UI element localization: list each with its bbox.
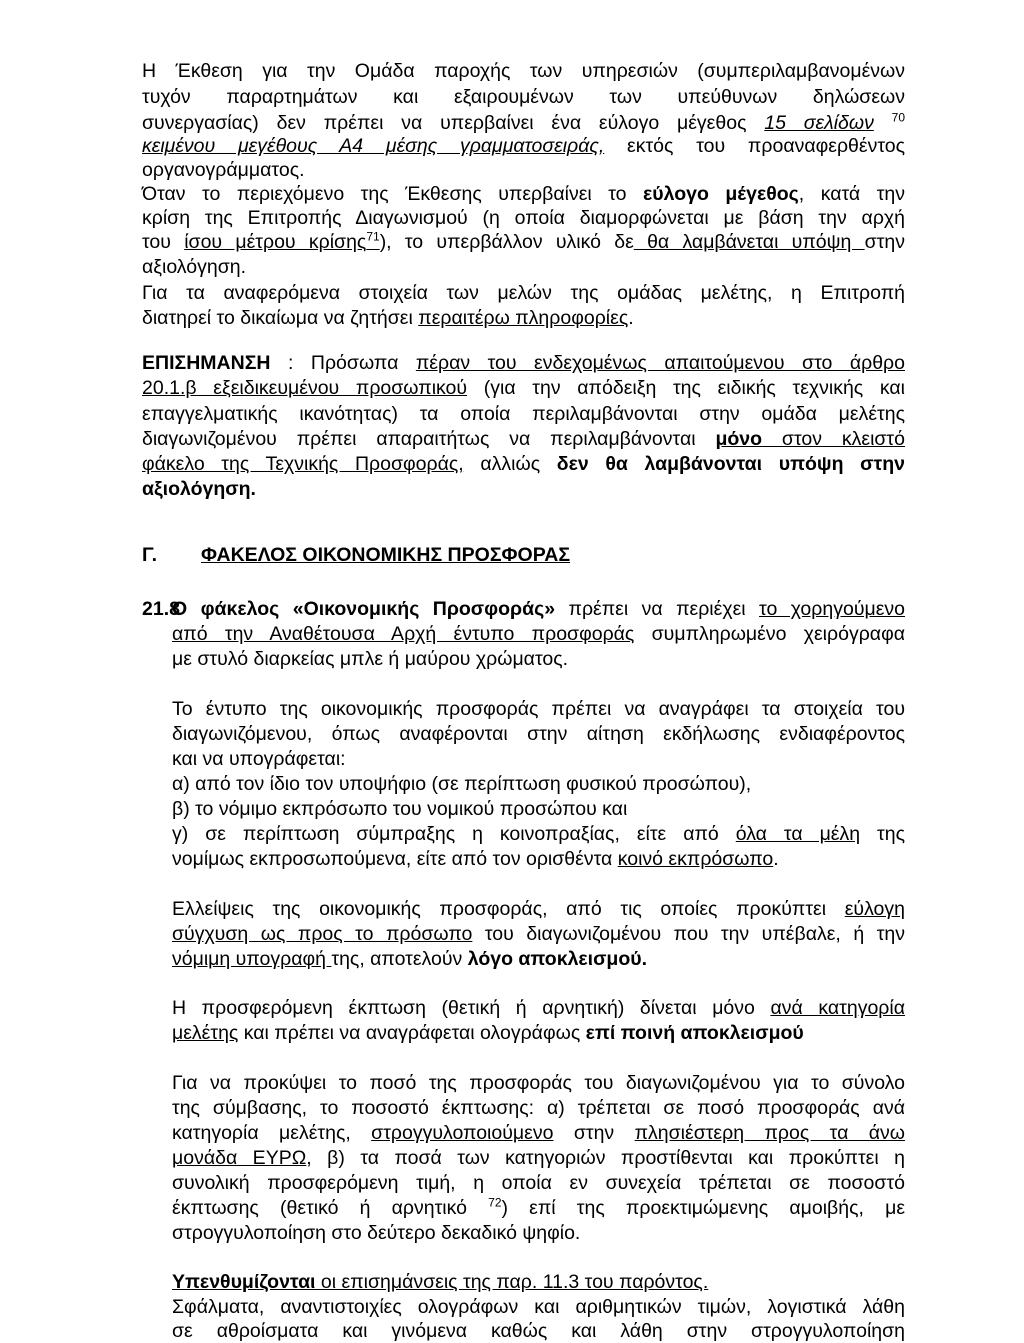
section-title: ΦΑΚΕΛΟΣ ΟΙΚΟΝΟΜΙΚΗΣ ΠΡΟΣΦΟΡΑΣ <box>201 544 571 566</box>
reminder-line-3: σε αθροίσματα και γινόμενα καθώς και λάθη στην στρογγυλοποίηση <box>172 1320 905 1342</box>
discount-line-2: μελέτης και πρέπει να αναγράφεται ολογράφως επί ποινή αποκλεισμού <box>172 1022 804 1044</box>
report-size-line-1: Η Έκθεση για την Ομάδα παροχής των υπηρεσιών (συμπεριλαμβανομένων <box>142 60 905 82</box>
calculation-line-2: της σύμβασης, το ποσοστό έκπτωσης: α) τρέπεται σε ποσό προσφοράς ανά <box>172 1097 905 1119</box>
deficiencies-line-2: σύγχυση ως προς το πρόσωπο του διαγωνιζομένου που την υπέβαλε, ή την <box>172 923 905 945</box>
item-number: 21.8 <box>142 598 180 620</box>
calculation-line-3: κατηγορία μελέτης, στρογγυλοποιούμενο στην πλησιέστερη προς τα άνω <box>172 1122 905 1144</box>
section-letter: Γ. <box>142 544 157 566</box>
calculation-line-1: Για να προκύψει το ποσό της προσφοράς του διαγωνιζομένου για το σύνολο <box>172 1072 905 1094</box>
excess-content-line-4: αξιολόγηση. <box>142 256 247 278</box>
notice-line-3: επαγγελματικής ικανότητας) τα οποία περιλαμβάνονται στην ομάδα μελέτης <box>142 403 905 425</box>
report-size-line-4: κειμένου μεγέθους Α4 μέσης γραμματοσειράς, εκτός του προαναφερθέντος <box>142 135 906 157</box>
reminder-line-1: Υπενθυμίζονται οι επισημάνσεις της παρ. 11.3 του παρόντος. <box>172 1271 709 1293</box>
calculation-line-6: έκπτωσης (θετικό ή αρνητικό $^{72}$) επί της προεκτιμώμενης αμοιβής, με <box>172 1195 906 1219</box>
excess-content-line-3: του ίσου μέτρου κρίσης$^{71}$), το υπερβάλλον υλικό δε θα λαμβάνεται υπόψη στην <box>142 229 905 253</box>
form-line-4: α) από τον ίδιο τον υποψήφιο (σε περίπτωση φυσικού προσώπου), <box>172 773 752 795</box>
notice-line-1: ΕΠΙΣΗΜΑΝΣΗ : Πρόσωπα πέραν του ενδεχομένως απαιτούμενου στο άρθρο <box>142 352 905 374</box>
excess-content-line-1: Όταν το περιεχόμενο της Έκθεσης υπερβαίνει το εύλογο μέγεθος, κατά την <box>142 183 905 205</box>
calculation-line-5: συνολική προσφερόμενη τιμή, η οποία εν συνεχεία τρέπεται σε ποσοστό <box>172 1172 905 1194</box>
members-info-line-1: Για τα αναφερόμενα στοιχεία των μελών της ομάδας μελέτης, η Επιτροπή <box>142 282 905 304</box>
report-size-line-2: τυχόν παραρτημάτων και εξαιρουμένων των υπεύθυνων δηλώσεων <box>142 86 905 108</box>
notice-line-5: φάκελο της Τεχνικής Προσφοράς, αλλιώς δεν θα λαμβάνονται υπόψη στην <box>142 453 905 475</box>
form-line-5: β) το νόμιμο εκπρόσωπο του νομικού προσώπου και <box>172 798 628 820</box>
form-line-6: γ) σε περίπτωση σύμπραξης η κοινοπραξίας, είτε από όλα τα μέλη της <box>172 823 905 845</box>
envelope-line-2: από την Αναθέτουσα Αρχή έντυπο προσφοράς συμπληρωμένο χειρόγραφα <box>172 623 905 645</box>
notice-line-2: 20.1.β εξειδικευμένου προσωπικού (για την απόδειξη της ειδικής τεχνικής και <box>142 377 905 399</box>
discount-line-1: Η προσφερόμενη έκπτωση (θετική ή αρνητική) δίνεται μόνο ανά κατηγορία <box>172 997 905 1019</box>
form-line-1: Το έντυπο της οικονομικής προσφοράς πρέπει να αναγράφει τα στοιχεία του <box>172 698 905 720</box>
excess-content-line-2: κρίση της Επιτροπής Διαγωνισμού (η οποία διαμορφώνεται με βάση την αρχή <box>142 207 905 229</box>
form-line-7: νομίμως εκπροσωπούμενα, είτε από τον ορισθέντα κοινό εκπρόσωπο. <box>172 848 779 870</box>
notice-line-6: αξιολόγηση. <box>142 478 256 500</box>
deficiencies-line-1: Ελλείψεις της οικονομικής προσφοράς, από τις οποίες προκύπτει εύλογη <box>172 898 905 920</box>
calculation-line-7: στρογγυλοποίηση στο δεύτερο δεκαδικό ψηφίο. <box>172 1222 581 1244</box>
envelope-line-1: Ο φάκελος «Οικονομικής Προσφοράς» πρέπει να περιέχει το χορηγούμενο <box>172 598 906 620</box>
members-info-line-2: διατηρεί το δικαίωμα να ζητήσει περαιτέρω πληροφορίες. <box>142 307 634 329</box>
deficiencies-line-3: νόμιμη υπογραφή της, αποτελούν λόγο αποκλεισμού. <box>172 948 648 970</box>
envelope-line-3: με στυλό διαρκείας μπλε ή μαύρου χρώματος. <box>172 648 569 670</box>
form-line-3: και να υπογράφεται: <box>172 748 346 770</box>
report-size-line-5: οργανογράμματος. <box>142 159 305 181</box>
report-size-line-3: συνεργασίας) δεν πρέπει να υπερβαίνει ένα εύλογο μέγεθος 15 σελίδων $^{70}$ <box>142 110 906 134</box>
form-line-2: διαγωνιζόμενου, όπως αναφέρονται στην αίτηση εκδήλωσης ενδιαφέροντος <box>172 723 905 745</box>
reminder-line-2: Σφάλματα, αναντιστοιχίες ολογράφων και αριθμητικών τιμών, λογιστικά λάθη <box>172 1296 905 1318</box>
calculation-line-4: μονάδα ΕΥΡΩ, β) τα ποσά των κατηγοριών προστίθενται και προκύπτει η <box>172 1147 906 1169</box>
notice-line-4: διαγωνιζομένου πρέπει απαραιτήτως να περιλαμβάνονται μόνο στον κλειστό <box>142 428 905 450</box>
